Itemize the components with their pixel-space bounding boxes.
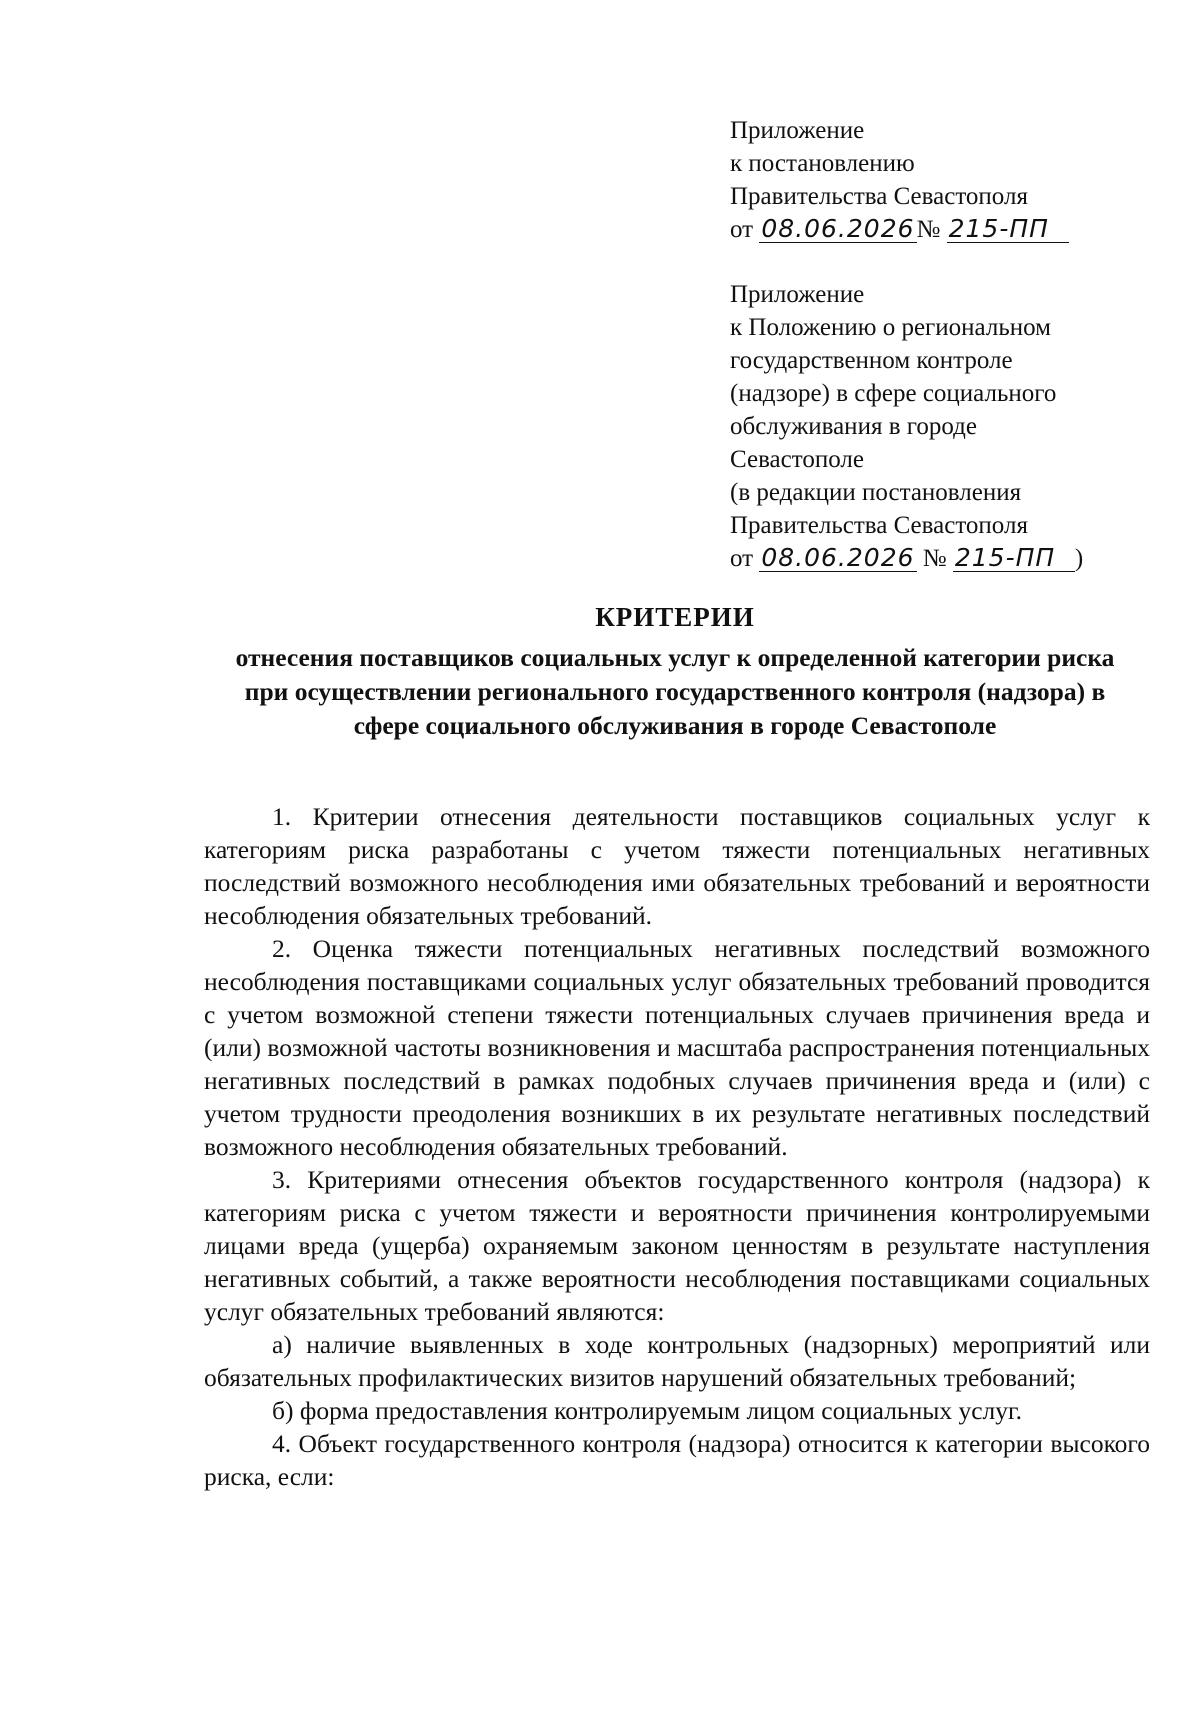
appendix-government: Правительства Севастополя: [730, 512, 1028, 539]
paragraph-4: 4. Объект государственного контроля (надзора) относится к категории высокого риска, если:: [204, 1429, 1150, 1491]
paragraph-3b: б) форма предоставления контролируемым лицом социальных услуг.: [272, 1396, 1022, 1425]
from-prefix: от: [730, 545, 754, 572]
number-sign: №: [922, 545, 947, 572]
handwritten-date: 08.06.2026: [761, 543, 915, 572]
handwritten-date: 08.06.2026: [761, 214, 915, 243]
document-title: КРИТЕРИИ: [595, 602, 755, 632]
appendix-label: Приложение: [730, 117, 865, 144]
number-sign: №: [916, 216, 941, 243]
document-body: [204, 800, 1150, 1493]
appendix-regulation-line: Севастополе: [730, 446, 864, 473]
appendix-header-resolution: [730, 114, 1170, 246]
appendix-label: Приложение: [730, 281, 865, 308]
appendix-regulation-line: к Положению о региональном: [730, 314, 1051, 341]
appendix-header-regulation: [730, 278, 1170, 575]
paragraph-3a: а) наличие выявленных в ходе контрольных (надзорных) мероприятий или обязательных профилактических визитов нарушений обязательных требований;: [204, 1330, 1150, 1392]
appendix-date-number-line: [730, 213, 1170, 246]
document-subtitle: отнесения поставщиков социальных услуг к определенной категории риска при осуществлении регионального государственного контроля (надзора) в сфере социального обслуживания в городе Севастополе: [235, 643, 1115, 740]
paragraph-3: 3. Критериями отнесения объектов государственного контроля (надзора) к категориям риска с учетом тяжести и вероятности причинения контролируемыми лицами вреда (ущерба) охраняемым законом ценностям в результате наступления негативных событий, а также вероятности несоблюдения поставщиками социальных услуг обязательных требований являются:: [204, 1165, 1150, 1326]
appendix-government: Правительства Севастополя: [730, 183, 1028, 210]
paragraph-1: 1. Критерии отнесения деятельности поставщиков социальных услуг к категориям риска разработаны с учетом тяжести потенциальных негативных последствий возможного несоблюдения ими обязательных требований и вероятности несоблюдения обязательных требований.: [204, 802, 1150, 930]
handwritten-number: 215-ПП: [947, 216, 1069, 243]
from-prefix: от: [730, 216, 754, 243]
paragraph-2: 2. Оценка тяжести потенциальных негативных последствий возможного несоблюдения поставщиками социальных услуг обязательных требований проводится с учетом возможной степени тяжести потенциальных случаев причинения вреда и (или) возможной частоты возникновения и масштаба распространения потенциальных негативных последствий в рамках подобных случаев причинения вреда и (или) с учетом трудности преодоления возникших в их результате негативных последствий возможного несоблюдения обязательных требований.: [204, 934, 1150, 1161]
appendix-regulation-line: (надзоре) в сфере социального: [730, 380, 1057, 407]
appendix-regulation-line: обслуживания в городе: [730, 413, 977, 440]
appendix-date-number-line: [730, 542, 1170, 575]
appendix-regulation-line: государственном контроле: [730, 347, 1013, 374]
handwritten-number: 215-ПП: [953, 545, 1075, 572]
appendix-to-resolution: к постановлению: [730, 150, 915, 177]
closing-paren: ): [1074, 545, 1084, 572]
appendix-edition-line: (в редакции постановления: [730, 479, 1022, 506]
